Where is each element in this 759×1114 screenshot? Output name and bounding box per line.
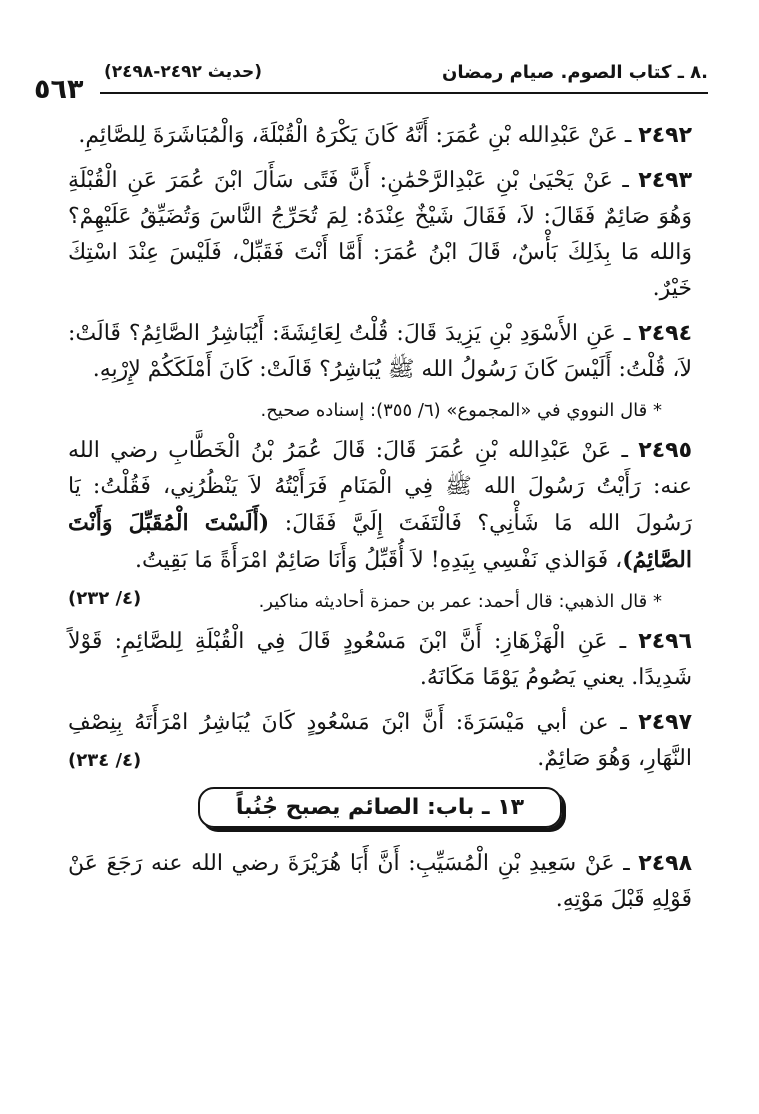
hadith-number: ٢٤٩٤ <box>638 321 692 346</box>
page-number: ٥٦٣ <box>34 74 84 105</box>
page-body <box>68 118 692 927</box>
hadith-number: ٢٤٩٥ <box>638 438 692 463</box>
hadith-text: ـ عَنِ الْهَزْهَازِ: أَنَّ ابْنَ مَسْعُودٍ قَالَ فِي الْقُبْلَةِ لِلصَّائِمِ: قَوْلاً شَدِيدًا. يعني يَصُومُ يَوْمًا مَكَانَهُ. <box>68 629 692 690</box>
hadith-text: ـ عن أبي مَيْسَرَةَ: أَنَّ ابْنَ مَسْعُودٍ كَانَ يُبَاشِرُ امْرَأَتَهُ بِنِصْفِ النَّهَارِ، وَهُوَ صَائِمٌ. <box>68 710 692 771</box>
hadith-2497 <box>68 705 692 777</box>
hadith-2493 <box>68 163 692 307</box>
hadith-2496 <box>68 624 692 696</box>
hadith-2494 <box>68 316 692 388</box>
hadith-2498 <box>68 846 692 918</box>
chapter-heading-box: ١٣ ـ باب: الصائم يصبح جُنُباً <box>198 787 562 828</box>
hadith-number: ٢٤٩٣ <box>638 168 692 193</box>
volume-page-ref: (٤/ ٢٣٢) <box>68 588 142 609</box>
hadith-number: ٢٤٩٦ <box>638 629 692 654</box>
hadith-text: ـ عَنْ يَحْيَىٰ بْنِ عَبْدِالرَّحْمَٰنِ: أَنَّ فَتًى سَأَلَ ابْنَ عُمَرَ عَنِ الْقُبْلَةِ وَهُوَ صَائِمٌ فَقَالَ: لاَ، فَقَالَ شَيْخٌ عِنْدَهُ: لِمَ تُحَرِّجُ النَّاسَ وَتُضَيِّقُ عَلَيْهِمْ؟ وَالله مَا بِذَلِكَ بَأْسٌ، قَالَ ابْنُ عُمَرَ: أَمَّا أَنْتَ فَقَبِّلْ، فَلَيْسَ عِنْدَ اسْتِكَ خَيْرٌ. <box>68 168 692 301</box>
hadith-number: ٢٤٩٨ <box>638 851 692 876</box>
hadith-number: ٢٤٩٢ <box>638 123 692 148</box>
dhahabi-note: * قال الذهبي: قال أحمد: عمر بن حمزة أحاديثه مناكير. <box>258 591 662 612</box>
hadith-text: ـ عَنْ عَبْدِالله بْنِ عُمَرَ: أَنَّهُ كَانَ يَكْرَهُ الْقُبْلَةَ، وَالْمُبَاشَرَةَ لِلصَّائِمِ. <box>78 123 639 148</box>
hadith-range: (حديث ٢٤٩٢-٢٤٩٨) <box>104 62 263 82</box>
chapter-title: ٨ ـ كتاب الصوم. صيام رمضان. <box>441 62 708 83</box>
volume-page-ref: (٤/ ٢٣٤) <box>68 750 142 771</box>
hadith-quote-bold: (أَلَسْتَ الْمُقَبِّلَ وَأَنْتَ الصَّائِمُ) <box>68 510 692 573</box>
hadith-text: ـ عَنْ عَبْدِالله بْنِ عُمَرَ قَالَ: قَالَ عُمَرُ بْنُ الْخَطَّابِ رضي الله عنه: رَأَيْتُ رَسُولَ الله ﷺ فِي الْمَنَامِ فَرَأَيْتُهُ لاَ يَنْظُرُنِي، فَقُلْتُ: يَا رَسُولَ الله مَا شَأْنِي؟ فَالْتَفَتَ إِلَيَّ فَقَالَ: <box>68 438 692 536</box>
hadith-text-end: ، فَوَالذي نَفْسِي بِيَدِهِ! لاَ أُقَبِّلُ وَأَنَا صَائِمٌ امْرَأَةً مَا بَقِيتُ. <box>134 548 623 573</box>
nawawi-note: * قال النووي في «المجموع» (٦/ ٣٥٥): إسناده صحيح. <box>260 400 662 421</box>
hadith-number: ٢٤٩٧ <box>638 710 692 735</box>
page-header <box>28 60 708 108</box>
hadith-text: ـ عَنْ سَعِيدِ بْنِ الْمُسَيِّبِ: أَنَّ أَبَا هُرَيْرَةَ رضي الله عنه رَجَعَ عَنْ قَوْلِهِ قَبْلَ مَوْتِهِ. <box>68 851 692 912</box>
header-rule <box>100 92 708 94</box>
hadith-text: ـ عَنِ الأَسْوَدِ بْنِ يَزِيدَ قَالَ: قُلْتُ لِعَائِشَةَ: أَيُبَاشِرُ الصَّائِمُ؟ قَالَتْ: لاَ، قُلْتُ: أَلَيْسَ كَانَ رَسُولُ الله ﷺ يُبَاشِرُ؟ قَالَتْ: كَانَ أَمْلَكَكُمْ لإِرْبِهِ. <box>68 321 692 382</box>
hadith-2492 <box>68 118 692 154</box>
